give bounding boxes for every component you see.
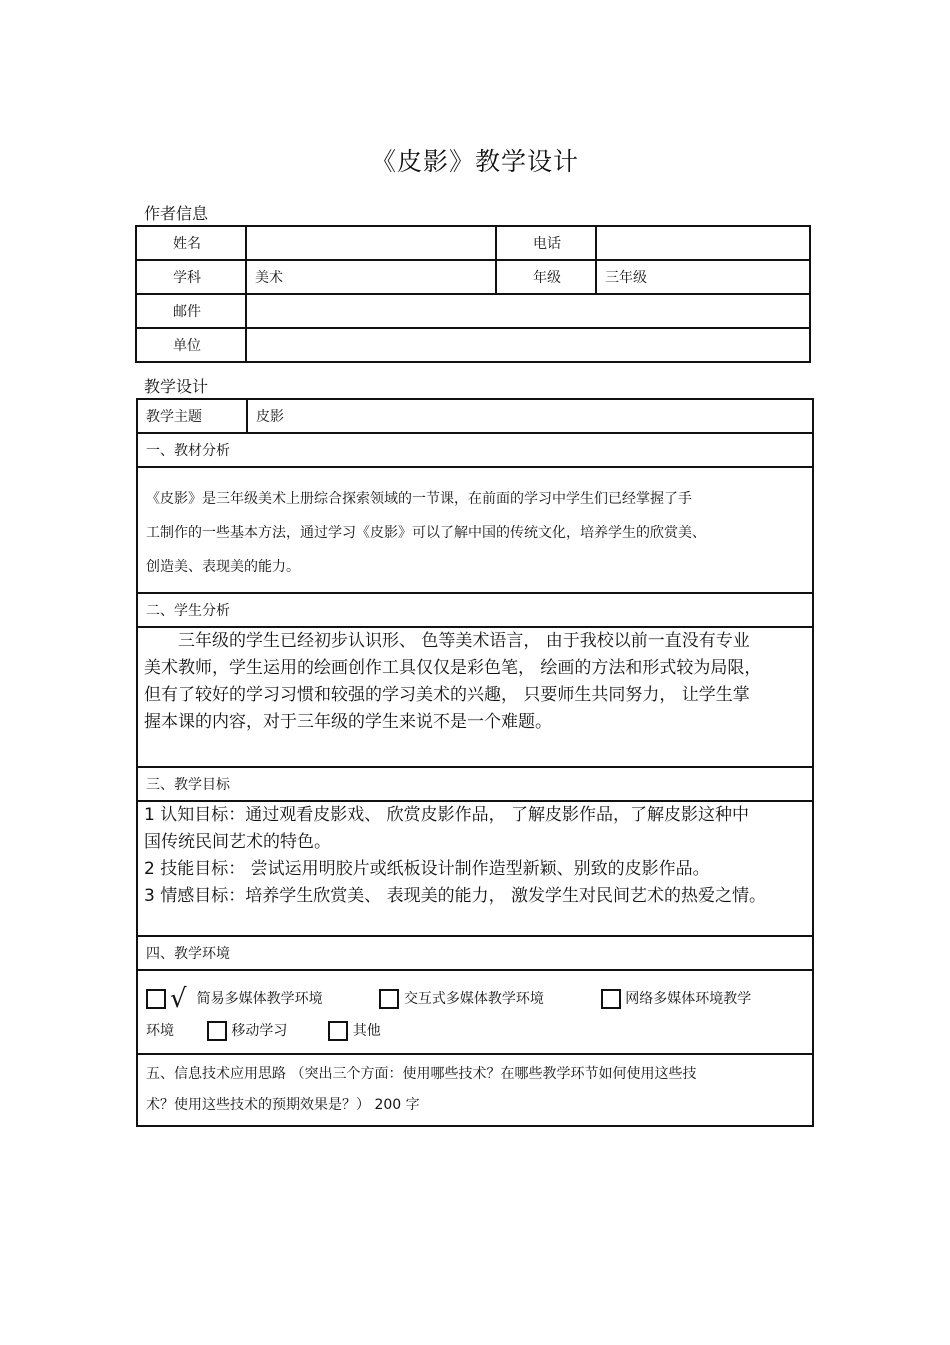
table-row — [137, 593, 813, 627]
grade-field[interactable]: 三年级 — [596, 260, 810, 294]
section-5-content[interactable] — [137, 1054, 813, 1126]
section-5-title-cont: 术？使用这些技术的预期效果是？） 200 字 — [146, 1097, 420, 1113]
topic-label: 教学主题 — [137, 399, 247, 433]
paragraph-line: 3 情感目标：培养学生欣赏美、 表现美的能力， 激发学生对民间艺术的热爱之情。 — [144, 886, 767, 906]
section-2-content[interactable] — [137, 627, 813, 767]
name-label: 姓名 — [136, 226, 246, 260]
table-row — [137, 936, 813, 970]
table-row — [137, 970, 813, 1054]
section-3-title: 三、教学目标 — [137, 767, 813, 801]
topic-field[interactable]: 皮影 — [247, 399, 813, 433]
env-checkbox-network[interactable] — [601, 989, 621, 1009]
table-row — [137, 467, 813, 593]
env-option-label: 简易多媒体教学环境 — [196, 991, 323, 1007]
section-2-title: 二、学生分析 — [137, 593, 813, 627]
section-5-title: 五、信息技术应用思路 （突出三个方面：使用哪些技术？在哪些教学环节如何使用这些技 — [146, 1066, 697, 1082]
page-title: 《皮影》教学设计 — [370, 147, 579, 176]
table-row — [136, 328, 810, 362]
section-1-title: 一、教材分析 — [137, 433, 813, 467]
env-checkbox-other[interactable] — [328, 1021, 348, 1041]
phone-field[interactable] — [596, 226, 810, 260]
section-4-title: 四、教学环境 — [137, 936, 813, 970]
paragraph-line: 三年级的学生已经初步认识形、 色等美术语言， 由于我校以前一直没有专业 — [144, 631, 750, 651]
paragraph-line: 《皮影》是三年级美术上册综合探索领域的一节课，在前面的学习中学生们已经掌握了手 — [146, 491, 692, 507]
table-row — [137, 801, 813, 936]
teaching-design-table — [136, 398, 814, 1127]
subject-label: 学科 — [136, 260, 246, 294]
table-row — [136, 226, 810, 260]
env-option-label: 环境 — [146, 1023, 174, 1039]
section-3-content[interactable] — [137, 801, 813, 936]
env-checkbox-simple[interactable] — [146, 989, 166, 1009]
author-section-label: 作者信息 — [144, 204, 209, 223]
paragraph-line: 但有了较好的学习习惯和较强的学习美术的兴趣， 只要师生共同努力， 让学生掌 — [144, 685, 750, 705]
table-row — [136, 260, 810, 294]
email-field[interactable] — [246, 294, 810, 328]
unit-field[interactable] — [246, 328, 810, 362]
name-field[interactable] — [246, 226, 496, 260]
environment-options — [137, 970, 813, 1054]
table-row — [137, 399, 813, 433]
table-row — [137, 767, 813, 801]
phone-label: 电话 — [496, 226, 596, 260]
env-checkbox-mobile[interactable] — [207, 1021, 227, 1041]
table-row — [137, 627, 813, 767]
table-row — [137, 433, 813, 467]
email-label: 邮件 — [136, 294, 246, 328]
paragraph-line: 国传统民间艺术的特色。 — [144, 832, 331, 852]
paragraph-line: 2 技能目标： 尝试运用明胶片或纸板设计制作造型新颖、别致的皮影作品。 — [144, 859, 710, 879]
table-row — [136, 294, 810, 328]
paragraph-line: 握本课的内容，对于三年级的学生来说不是一个难题。 — [144, 712, 552, 732]
env-option-label: 其他 — [352, 1023, 381, 1039]
paragraph-line: 工制作的一些基本方法，通过学习《皮影》可以了解中国的传统文化，培养学生的欣赏美、 — [146, 525, 706, 541]
paragraph-line: 1 认知目标：通过观看皮影戏、 欣赏皮影作品， 了解皮影作品，了解皮影这种中 — [144, 805, 750, 825]
subject-field[interactable]: 美术 — [246, 260, 496, 294]
paragraph-line: 创造美、表现美的能力。 — [146, 559, 300, 575]
unit-label: 单位 — [136, 328, 246, 362]
env-checkbox-interactive[interactable] — [379, 989, 399, 1009]
env-option-label: 移动学习 — [231, 1023, 288, 1039]
check-mark-icon: √ — [170, 984, 187, 1014]
env-option-label: 交互式多媒体教学环境 — [403, 991, 544, 1007]
section-1-content[interactable] — [137, 467, 813, 593]
env-option-label: 网络多媒体环境教学 — [625, 991, 752, 1007]
paragraph-line: 美术教师，学生运用的绘画创作工具仅仅是彩色笔， 绘画的方法和形式较为局限， — [144, 658, 762, 678]
author-info-table — [135, 225, 811, 363]
table-row — [137, 1054, 813, 1126]
design-section-label: 教学设计 — [144, 377, 209, 396]
grade-label: 年级 — [496, 260, 596, 294]
